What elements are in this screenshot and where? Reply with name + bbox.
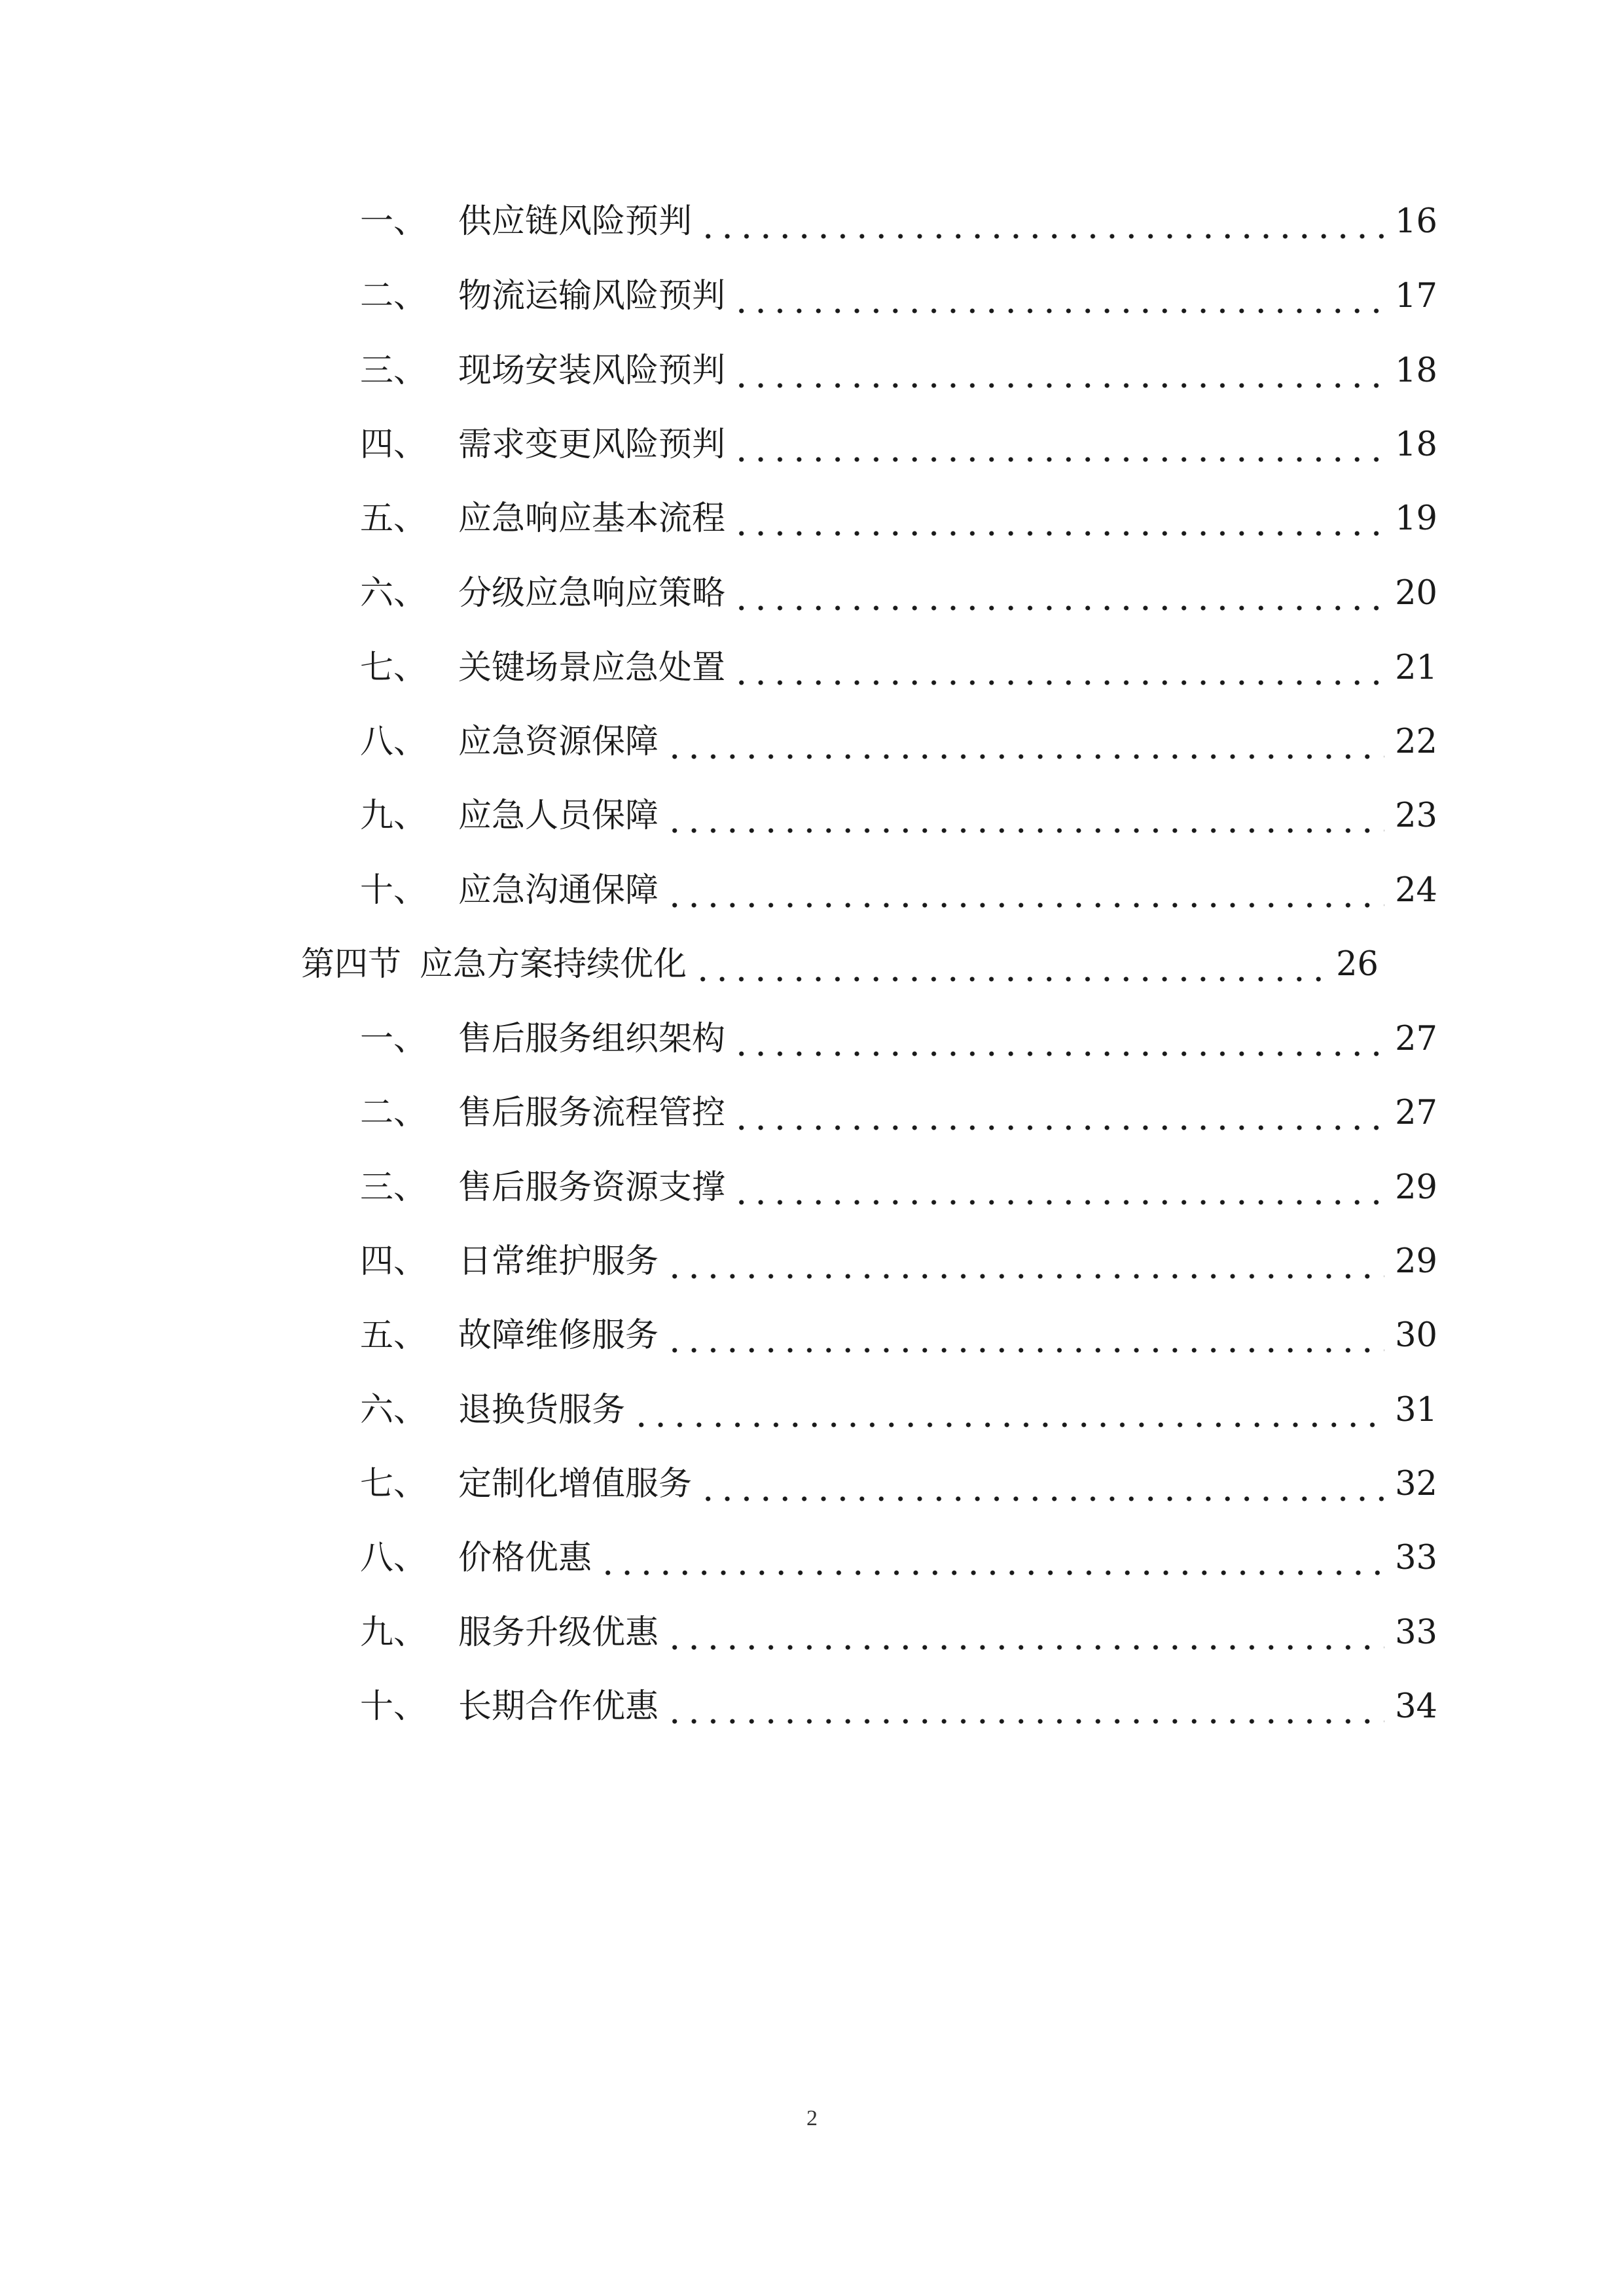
toc-entry-page: 24 — [1395, 871, 1437, 910]
toc-entry-number: 四、 — [360, 1242, 427, 1281]
toc-entry-title: 应急资源保障 — [458, 723, 659, 761]
toc-entry[interactable] — [301, 639, 1437, 698]
toc-entry-number: 六、 — [360, 574, 427, 613]
toc-entry-page: 33 — [1395, 1613, 1437, 1652]
toc-entry[interactable] — [301, 1529, 1437, 1588]
toc-dot-leader — [698, 1455, 1384, 1514]
toc-entry[interactable] — [301, 1158, 1437, 1217]
toc-entry[interactable] — [301, 1084, 1437, 1143]
toc-entry-page: 17 — [1395, 277, 1437, 315]
toc-entry-title: 服务升级优惠 — [458, 1613, 659, 1652]
toc-section-title: 应急方案持续优化 — [420, 945, 687, 984]
toc-entry-number: 八、 — [360, 1539, 427, 1577]
toc-entry[interactable] — [301, 1455, 1437, 1514]
toc-entry-page: 31 — [1395, 1391, 1437, 1429]
toc-entry[interactable] — [301, 1604, 1437, 1662]
toc-section-entry[interactable] — [301, 935, 1379, 994]
toc-entry-title: 需求变更风险预判 — [458, 425, 726, 464]
toc-entry[interactable] — [301, 267, 1437, 326]
toc-dot-leader — [598, 1529, 1384, 1588]
toc-entry-page: 18 — [1395, 351, 1437, 390]
toc-entry-page: 22 — [1395, 723, 1437, 761]
toc-entry-title: 分级应急响应策略 — [458, 574, 726, 613]
toc-entry-page: 32 — [1395, 1465, 1437, 1503]
toc-entry[interactable] — [301, 1381, 1437, 1440]
toc-entry-title: 供应链风险预判 — [458, 202, 693, 241]
toc-entry[interactable] — [301, 192, 1437, 251]
toc-entry-number: 二、 — [360, 1094, 427, 1132]
toc-entry[interactable] — [301, 342, 1437, 401]
page-number: 2 — [806, 2106, 818, 2130]
toc-dot-leader — [665, 787, 1384, 846]
toc-entry-title: 退换货服务 — [458, 1391, 626, 1429]
toc-entry-number: 十、 — [360, 871, 427, 910]
toc-entry-page: 27 — [1395, 1094, 1437, 1132]
toc-entry-number: 九、 — [360, 797, 427, 835]
toc-dot-leader — [732, 639, 1384, 698]
toc-entry-title: 现场安装风险预判 — [458, 351, 726, 390]
toc-entry[interactable] — [301, 1010, 1437, 1069]
toc-dot-leader — [732, 1084, 1384, 1143]
toc-dot-leader — [665, 1677, 1384, 1736]
toc-entry-page: 20 — [1395, 574, 1437, 613]
toc-entry-title: 售后服务流程管控 — [458, 1094, 726, 1132]
toc-dot-leader — [665, 713, 1384, 772]
toc-dot-leader — [732, 267, 1384, 326]
toc-entry-title: 应急响应基本流程 — [458, 499, 726, 538]
toc-entry[interactable] — [301, 713, 1437, 772]
toc-entry[interactable] — [301, 1232, 1437, 1291]
toc-entry-page: 27 — [1395, 1020, 1437, 1058]
toc-entry-title: 定制化增值服务 — [458, 1465, 693, 1503]
toc-dot-leader — [693, 935, 1326, 994]
toc-entry-page: 19 — [1395, 499, 1437, 538]
toc-entry-page: 21 — [1395, 649, 1437, 687]
toc-entry-number: 五、 — [360, 1316, 427, 1355]
toc-dot-leader — [665, 1232, 1384, 1291]
toc-entry-title: 长期合作优惠 — [458, 1687, 659, 1726]
toc-dot-leader — [732, 342, 1384, 401]
toc-entry-title: 故障维修服务 — [458, 1316, 659, 1355]
toc-entry-title: 应急人员保障 — [458, 797, 659, 835]
toc-entry-number: 二、 — [360, 277, 427, 315]
toc-entry-number: 三、 — [360, 1168, 427, 1207]
toc-dot-leader — [732, 490, 1384, 548]
toc-entry-number: 一、 — [360, 202, 427, 241]
toc-entry-title: 应急沟通保障 — [458, 871, 659, 910]
toc-entry[interactable] — [301, 564, 1437, 623]
toc-entry-page: 30 — [1395, 1316, 1437, 1355]
toc-entry-title: 售后服务组织架构 — [458, 1020, 726, 1058]
toc-entry-title: 价格优惠 — [458, 1539, 592, 1577]
toc-entry-number: 十、 — [360, 1687, 427, 1726]
toc-entry[interactable] — [301, 416, 1437, 475]
toc-entry-page: 33 — [1395, 1539, 1437, 1577]
toc-entry-number: 八、 — [360, 723, 427, 761]
toc-entry-page: 34 — [1395, 1687, 1437, 1726]
toc-entry-number: 五、 — [360, 499, 427, 538]
toc-entry-page: 18 — [1395, 425, 1437, 464]
toc-entry[interactable] — [301, 1677, 1437, 1736]
toc-entry-page: 16 — [1395, 202, 1437, 241]
toc-dot-leader — [665, 1604, 1384, 1662]
toc-entry[interactable] — [301, 1306, 1437, 1365]
toc-dot-leader — [732, 1158, 1384, 1217]
toc-entry-title: 物流运输风险预判 — [458, 277, 726, 315]
toc-dot-leader — [665, 1306, 1384, 1365]
toc-entry[interactable] — [301, 490, 1437, 548]
toc-entry-number: 九、 — [360, 1613, 427, 1652]
toc-entry-title: 关键场景应急处置 — [458, 649, 726, 687]
toc-entry-number: 四、 — [360, 425, 427, 464]
toc-entry-page: 29 — [1395, 1168, 1437, 1207]
toc-entry-number: 七、 — [360, 649, 427, 687]
toc-entry-page: 26 — [1336, 945, 1379, 984]
toc-entry-page: 23 — [1395, 797, 1437, 835]
toc-entry-page: 29 — [1395, 1242, 1437, 1281]
toc-entry-number: 一、 — [360, 1020, 427, 1058]
toc-dot-leader — [698, 192, 1384, 251]
toc-section-number: 第四节 — [301, 945, 402, 984]
toc-dot-leader — [732, 1010, 1384, 1069]
toc-entry[interactable] — [301, 787, 1437, 846]
toc-dot-leader — [732, 416, 1384, 475]
toc-entry-number: 六、 — [360, 1391, 427, 1429]
toc-entry[interactable] — [301, 861, 1437, 920]
toc-entry-title: 售后服务资源支撑 — [458, 1168, 726, 1207]
toc-entry-number: 七、 — [360, 1465, 427, 1503]
toc-dot-leader — [665, 861, 1384, 920]
toc-entry-title: 日常维护服务 — [458, 1242, 659, 1281]
toc-dot-leader — [732, 564, 1384, 623]
toc-dot-leader — [632, 1381, 1384, 1440]
toc-entry-number: 三、 — [360, 351, 427, 390]
